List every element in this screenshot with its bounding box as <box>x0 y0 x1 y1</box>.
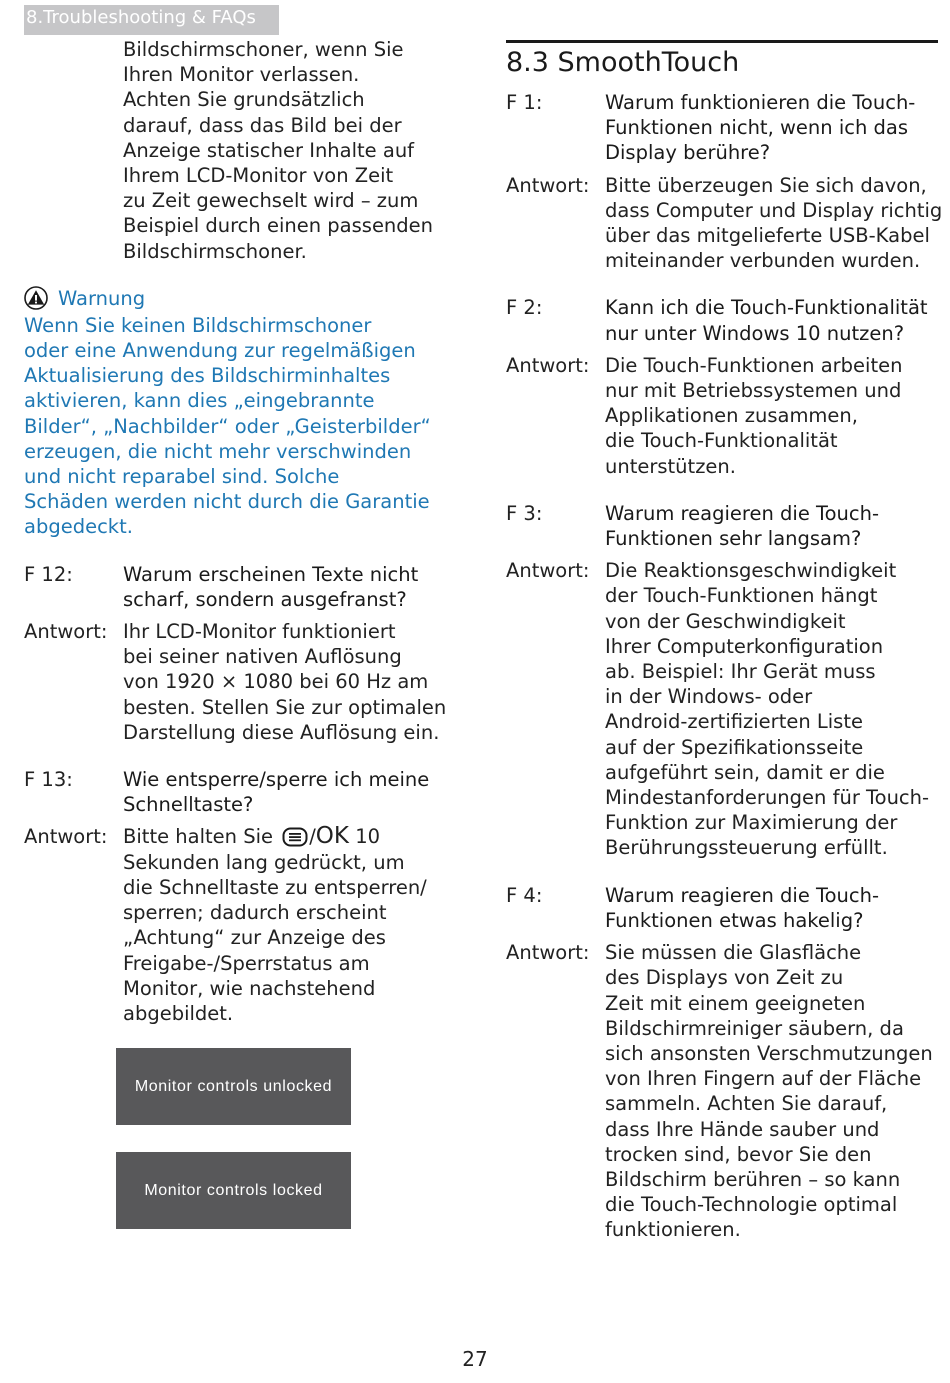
osd-locked-message: Monitor controls locked <box>116 1152 351 1229</box>
question-text <box>605 295 944 345</box>
text-line: auf der Spezifikationsseite <box>605 735 864 759</box>
faq-answer <box>506 353 944 479</box>
text-line: Funktionen etwas hakelig? <box>605 908 864 932</box>
text-line-with-icon <box>123 824 464 849</box>
warning-text-line: oder eine Anwendung zur regelmäßigen <box>24 339 416 363</box>
text-line: Beispiel durch einen passenden <box>123 214 434 238</box>
text-line: Funktion zur Maximierung der <box>605 811 898 835</box>
question-label: F 2: <box>506 296 543 320</box>
text-line: zu Zeit gewechselt wird – zum <box>123 189 419 213</box>
text-line: Sekunden lang gedrückt, um <box>123 850 405 874</box>
text-line: unterstützen. <box>605 454 736 478</box>
left-column <box>24 37 464 1229</box>
question-text <box>123 562 464 612</box>
warning-text-line: und nicht reparabel sind. Solche <box>24 465 340 489</box>
question-label: F 4: <box>506 883 543 907</box>
text-line: die Schnelltaste zu entsperren/ <box>123 875 427 899</box>
faq-answer <box>24 824 464 1026</box>
text-line: dass Computer und Display richtig <box>605 198 943 222</box>
answer-label: Antwort: <box>506 559 590 583</box>
question-text <box>605 883 944 933</box>
section-title: 8.3 SmoothTouch <box>506 47 740 78</box>
text-line: trocken sind, bevor Sie den <box>605 1142 872 1166</box>
question-label: F 1: <box>506 91 543 114</box>
text-fragment: Bitte halten Sie <box>123 825 274 849</box>
text-line: über das mitgelieferte USB-Kabel <box>605 224 930 248</box>
text-line: Kann ich die Touch-Funktionalität <box>605 296 928 320</box>
warning-icon <box>24 286 48 310</box>
warning-text-line: erzeugen, die nicht mehr verschwinden <box>24 439 412 463</box>
question-text <box>605 501 944 551</box>
answer-label: Antwort: <box>24 825 108 849</box>
text-line: aufgeführt sein, damit er die <box>605 760 885 784</box>
text-line: die Touch-Funktionalität <box>605 429 838 453</box>
text-line: „Achtung“ zur Anzeige des <box>123 926 386 950</box>
text-line: besten. Stellen Sie zur optimalen <box>123 695 447 719</box>
right-column <box>506 40 944 1243</box>
text-line: Ihrer Computerkonfiguration <box>605 634 884 658</box>
answer-label: Antwort: <box>506 353 590 377</box>
text-line: Zeit mit einem geeigneten <box>605 991 866 1015</box>
warning-heading <box>24 286 464 311</box>
text-line: Wie entsperre/sperre ich meine <box>123 768 430 792</box>
text-line: miteinander verbunden wurden. <box>605 249 921 273</box>
text-line: sammeln. Achten Sie darauf, <box>605 1092 888 1116</box>
continued-answer <box>123 37 464 264</box>
text-line: Warum reagieren die Touch- <box>605 883 880 907</box>
text-line: sich ansonsten Verschmutzungen <box>605 1041 933 1065</box>
text-line: Bildschirmreiniger säubern, da <box>605 1016 904 1040</box>
text-line: dass Ihre Hände sauber und <box>605 1117 880 1141</box>
text-line: Warum erscheinen Texte nicht <box>123 562 419 586</box>
text-line: Die Reaktionsgeschwindigkeit <box>605 559 897 583</box>
text-line: Android-zertifizierten Liste <box>605 710 863 734</box>
text-line: funktionieren. <box>605 1218 741 1242</box>
faq-question <box>24 562 464 612</box>
question-label: F 13: <box>24 768 73 792</box>
answer-text <box>123 619 464 745</box>
text-line: sperren; dadurch erscheint <box>123 901 387 925</box>
warning-block <box>24 286 464 540</box>
text-line: die Touch-Technologie optimal <box>605 1193 898 1217</box>
text-line: der Touch-Funktionen hängt <box>605 584 878 608</box>
text-line: Achten Sie grundsätzlich <box>123 88 365 112</box>
faq-answer <box>506 558 944 860</box>
warning-title: Warnung <box>58 286 146 310</box>
faq-question <box>506 90 944 166</box>
faq-question <box>506 295 944 345</box>
text-line: in der Windows- oder <box>605 685 813 709</box>
answer-text <box>605 558 944 860</box>
question-text <box>123 767 464 817</box>
text-line: scharf, sondern ausgefranst? <box>123 587 407 611</box>
faq-question <box>24 767 464 817</box>
text-line: Berührungssteuerung erfüllt. <box>605 836 888 860</box>
text-line: Anzeige statischer Inhalte auf <box>123 138 415 162</box>
text-line: von der Geschwindigkeit <box>605 609 846 633</box>
warning-text-line: aktivieren, kann dies „eingebrannte <box>24 389 375 413</box>
text-line: ab. Beispiel: Ihr Gerät muss <box>605 660 876 684</box>
text-line: Die Touch-Funktionen arbeiten <box>605 353 903 377</box>
text-line: Mindestanforderungen für Touch- <box>605 786 930 810</box>
answer-text <box>605 353 944 479</box>
text-line: Display berühre? <box>605 141 771 165</box>
text-fragment: / <box>309 825 316 849</box>
text-line: von Ihren Fingern auf der Fläche <box>605 1067 922 1091</box>
warning-text-line: Bilder“, „Nachbilder“ oder „Geisterbilder“ <box>24 414 431 438</box>
text-line: Ihren Monitor verlassen. <box>123 63 360 87</box>
text-line: Sie müssen die Glasfläche <box>605 941 862 965</box>
answer-label: Antwort: <box>506 173 590 197</box>
warning-text-line: Wenn Sie keinen Bildschirmschoner <box>24 313 372 337</box>
text-line: Ihrem LCD-Monitor von Zeit <box>123 164 394 188</box>
text-line: Schnelltaste? <box>123 793 254 817</box>
ok-button-label: OK <box>315 823 349 850</box>
question-text <box>605 90 944 166</box>
text-line: Darstellung diese Auflösung ein. <box>123 720 440 744</box>
text-line: Funktionen nicht, wenn ich das <box>605 116 909 140</box>
warning-text-line: abgedeckt. <box>24 515 133 539</box>
faq-answer <box>24 619 464 745</box>
text-line: Bitte überzeugen Sie sich davon, <box>605 173 927 197</box>
faq-answer <box>506 940 944 1242</box>
text-line: Freigabe-/Sperrstatus am <box>123 951 370 975</box>
text-line: Bildschirmschoner. <box>123 239 307 263</box>
warning-text-line: Schäden werden nicht durch die Garantie <box>24 490 430 514</box>
text-line: bei seiner nativen Auflösung <box>123 645 402 669</box>
text-line: nur mit Betriebssystemen und <box>605 379 902 403</box>
chapter-header-tab: 8.Troubleshooting & FAQs <box>24 5 279 35</box>
text-line: abgebildet. <box>123 1001 234 1025</box>
text-line: Warum reagieren die Touch- <box>605 501 880 525</box>
warning-text-line: Aktualisierung des Bildschirminhaltes <box>24 364 391 388</box>
text-line: nur unter Windows 10 nutzen? <box>605 321 905 345</box>
text-line: Ihr LCD-Monitor funktioniert <box>123 620 396 644</box>
osd-unlocked-message: Monitor controls unlocked <box>116 1048 351 1125</box>
menu-button-icon <box>282 827 308 847</box>
answer-label: Antwort: <box>506 941 590 965</box>
text-line: Monitor, wie nachstehend <box>123 976 376 1000</box>
text-line: Warum funktionieren die Touch- <box>605 91 916 114</box>
answer-label: Antwort: <box>24 620 108 644</box>
question-label: F 12: <box>24 562 73 586</box>
question-label: F 3: <box>506 501 543 525</box>
faq-question <box>506 883 944 933</box>
text-line: Bildschirm berühren – so kann <box>605 1167 901 1191</box>
answer-text <box>123 824 464 1026</box>
text-line: darauf, dass das Bild bei der <box>123 113 402 137</box>
answer-text <box>605 173 944 274</box>
text-line: von 1920 × 1080 bei 60 Hz am <box>123 670 429 694</box>
faq-question <box>506 501 944 551</box>
text-line: des Displays von Zeit zu <box>605 966 844 990</box>
text-line: Bildschirmschoner, wenn Sie <box>123 38 404 61</box>
text-line: Funktionen sehr langsam? <box>605 527 862 551</box>
faq-answer <box>506 173 944 274</box>
text-line: Applikationen zusammen, <box>605 404 858 428</box>
page-number: 27 <box>462 1347 488 1371</box>
answer-text <box>605 940 944 1242</box>
section-rule <box>506 40 938 43</box>
text-fragment: 10 <box>355 825 381 849</box>
